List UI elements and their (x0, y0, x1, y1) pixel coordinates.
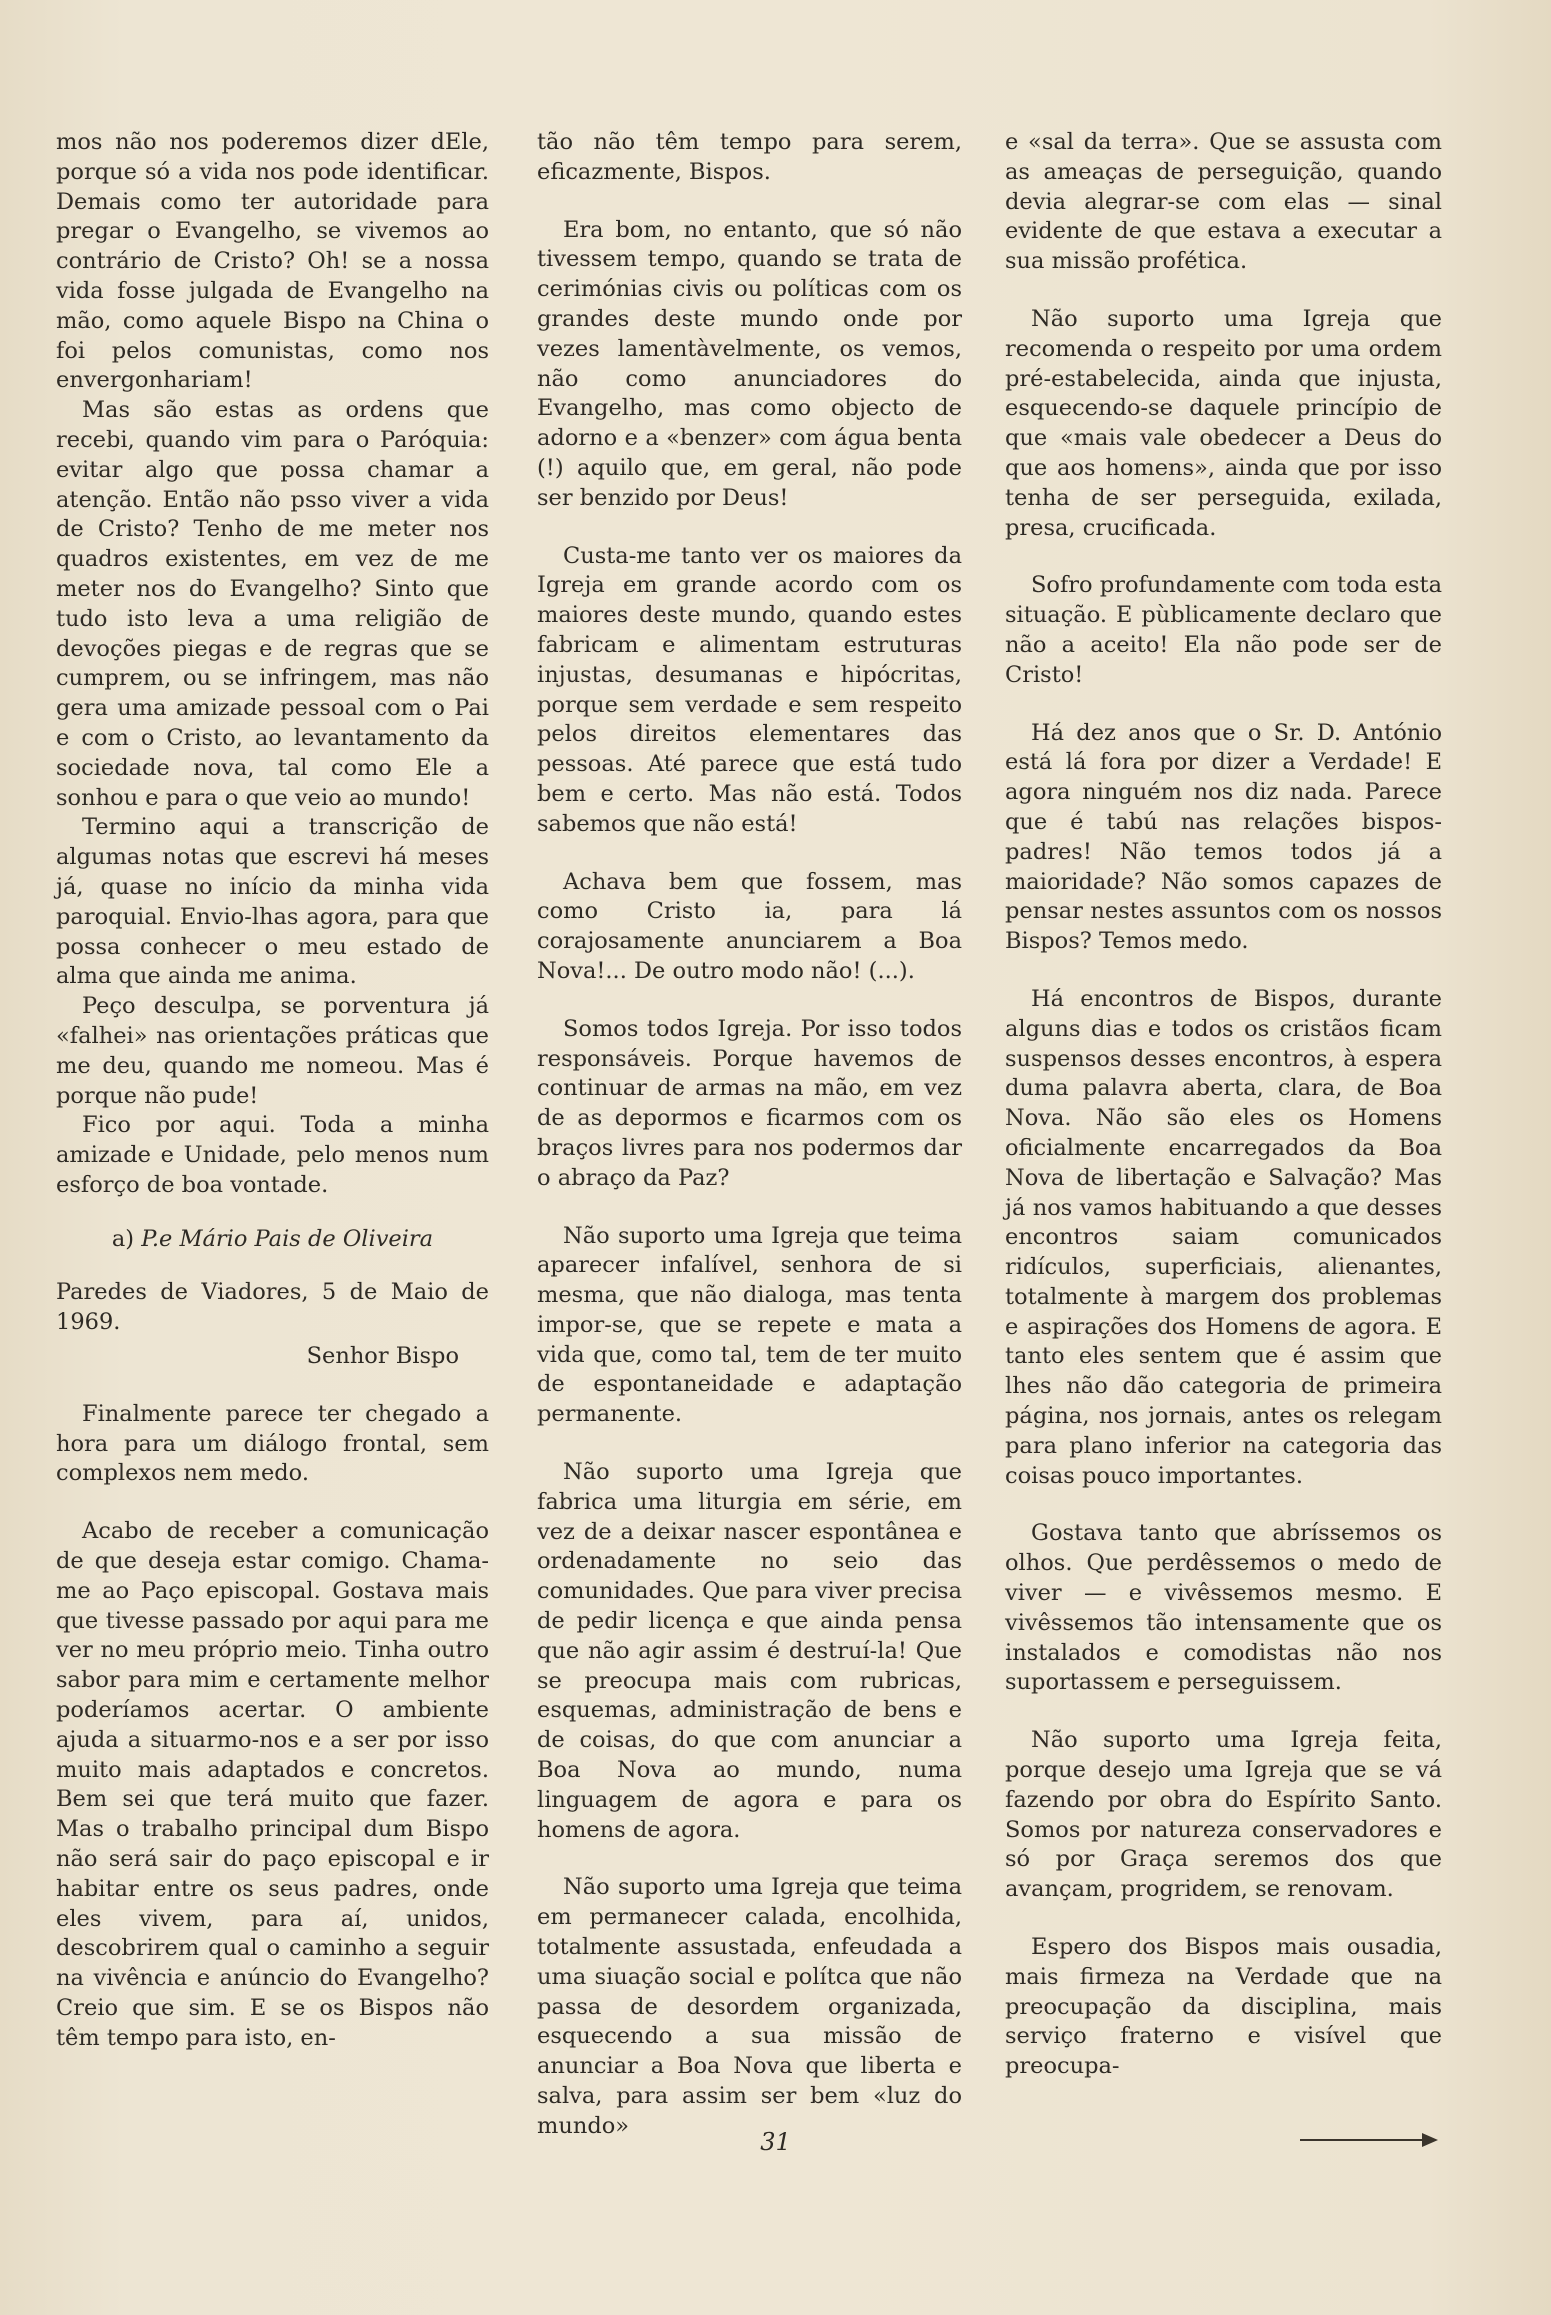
paragraph: Termino aqui a transcrição de algumas notas que escrevi há meses já, quase no início da minha vida paroquial. Envio-lhas agora, para que possa conhecer o meu estado de alma que ainda me anima. (56, 814, 489, 990)
paragraph: Não suporto uma Igreja que teima aparecer infalível, senhora de si mesma, que não dialoga, mas tenta impor-se, que se repete e mata a vida que, como tal, tem de ter muito de espontaneidade e adaptação permanente. (537, 1222, 962, 1428)
paragraph: Achava bem que fossem, mas como Cristo ia, para lá corajosamente anunciarem a Boa Nova!... De outro modo não! (...). (537, 868, 962, 984)
dateline: Paredes de Viadores, 5 de Maio de 1969. (56, 1279, 489, 1336)
paragraph: Há encontros de Bispos, durante alguns dias e todos os cristãos ficam suspensos desses encontros, à espera duma palavra aberta, clara, de Boa Nova. Não são eles os Homens oficialmente encarregados da Boa Nova de libertação e Salvação? Mas já nos vamos habituando a que desses encontros saiam comunicados ridículos, superficiais, alienantes, totalmente à margem dos problemas e aspirações dos Homens de agora. E tanto eles sentem que é assim que lhes não dão categoria de primeira página, nos jornais, antes os relegam para plano inferior na categoria das coisas pouco importantes. (1005, 985, 1442, 1489)
paragraph: Mas são estas as ordens que recebi, quando vim para o Paróquia: evitar algo que possa chamar a atenção. Então não psso viver a vida de Cristo? Tenho de me meter nos quadros existentes, em vez de me meter nos do Evangelho? Sinto que tudo isto leva a uma religião de devoções piegas e de regras que se cumprem, ou se infringem, mas não gera uma amizade pessoal com o Pai e com o Cristo, ao levantamento da sociedade nova, tal como Ele a sonhou e para o que veio ao mundo! (56, 397, 489, 811)
paragraph: Acabo de receber a comunicação de que deseja estar comigo. Chama-me ao Paço episcopal. Gostava mais que tivesse passado por aqui para me ver no meu próprio meio. Tinha outro sabor para mim e certamente melhor poderíamos acertar. O ambiente ajuda a situarmo-nos e a ser por isso muito mais adaptados e concretos. Bem sei que terá muito que fazer. Mas o trabalho principal dum Bispo não será sair do paço episcopal e ir habitar entre os seus padres, onde eles vivem, para aí, unidos, descobrirem qual o caminho a seguir na vivência e anúncio do Evangelho? Creio que sim. E se os Bispos não têm tempo para isto, en- (56, 1518, 489, 2051)
paragraph: tão não têm tempo para serem, eficazmente, Bispos. (537, 129, 962, 185)
paragraph: Não suporto uma Igreja feita, porque desejo uma Igreja que se vá fazendo por obra do Espírito Santo. Somos por natureza conservadores e só por Graça seremos dos que avançam, progridem, se renovam. (1005, 1727, 1442, 1903)
paragraph: e «sal da terra». Que se assusta com as ameaças de perseguição, quando devia alegrar-se com elas — sinal evidente de que estava a executar a sua missão profética. (1005, 129, 1442, 275)
right-arrow-icon (1300, 2130, 1440, 2150)
salutation: Senhor Bispo (306, 1343, 459, 1370)
signature-lead: a) (111, 1225, 135, 1252)
column-2 (537, 128, 962, 2142)
signature-name: P.e Mário Pais de Oliveira (141, 1225, 434, 1252)
paragraph: Finalmente parece ter chegado a hora para um diálogo frontal, sem complexos nem medo. (56, 1400, 489, 1487)
column-3 (1005, 128, 1442, 2082)
arrow-shaft (1300, 2139, 1424, 2141)
paragraph: Não suporto uma Igreja que fabrica uma liturgia em série, em vez de a deixar nascer espontânea e ordenadamente no seio das comunidades. Que para viver precisa de pedir licença e que ainda pensa que não agir assim é destruí-la! Que se preocupa mais com rubricas, esquemas, administração de bens e de coisas, do que com anunciar a Boa Nova ao mundo, numa linguagem de agora e para os homens de agora. (537, 1459, 962, 1843)
paragraph: Peço desculpa, se porventura já «falhei» nas orientações práticas que me deu, quando me nomeou. Mas é porque não pude! (56, 993, 489, 1109)
paragraph: Espero dos Bispos mais ousadia, mais firmeza na Verdade que na preocupação da disciplina, mais serviço fraterno e visível que preocupa- (1005, 1934, 1442, 2080)
paragraph: mos não nos poderemos dizer dEle, porque só a vida nos pode identificar. Demais como ter autoridade para pregar o Evangelho, se vivemos ao contrário de Cristo? Oh! se a nossa vida fosse julgada de Evangelho na mão, como aquele Bispo na China o foi pelos comunistas, como nos envergonhariam! (56, 129, 489, 394)
page-number: 31 (760, 2128, 791, 2156)
column-1 (56, 128, 489, 2054)
arrow-head (1422, 2133, 1438, 2147)
paragraph: Custa-me tanto ver os maiores da Igreja em grande acordo com os maiores deste mundo, quando estes fabricam e alimentam estruturas injustas, desumanas e hipócritas, porque sem verdade e sem respeito pelos direitos elementares das pessoas. Até parece que está tudo bem e certo. Mas não está. Todos sabemos que não está! (537, 542, 962, 837)
signature-line (56, 1225, 489, 1255)
paragraph: Não suporto uma Igreja que teima em permanecer calada, encolhida, totalmente assustada, enfeudada a uma siuação social e polítca que não passa de desordem organizada, esquecendo a sua missão de anunciar a Boa Nova que liberta e salva, para assim ser bem «luz do mundo» (537, 1874, 962, 2139)
paragraph: Gostava tanto que abríssemos os olhos. Que perdêssemos o medo de viver — e vivêssemos mesmo. E vivêssemos tão intensamente que os instalados e comodistas não nos suportassem e perseguissem. (1005, 1520, 1442, 1696)
paragraph: Não suporto uma Igreja que recomenda o respeito por uma ordem pré-estabelecida, ainda que injusta, esquecendo-se daquele princípio de que «mais vale obedecer a Deus do que aos homens», ainda que por isso tenha de ser perseguida, exilada, presa, crucificada. (1005, 305, 1442, 541)
paragraph: Era bom, no entanto, que só não tivessem tempo, quando se trata de cerimónias civis ou políticas com os grandes deste mundo onde por vezes lamentàvelmente, os vemos, não como anunciadores do Evangelho, mas como objecto de adorno e a «benzer» com água benta (!) aquilo que, em geral, não pode ser benzido por Deus! (537, 216, 962, 511)
paragraph: Sofro profundamente com toda esta situação. E pùblicamente declaro que não a aceito! Ela não pode ser de Cristo! (1005, 572, 1442, 688)
paragraph: Fico por aqui. Toda a minha amizade e Unidade, pelo menos num esforço de boa vontade. (56, 1112, 489, 1198)
paragraph: Somos todos Igreja. Por isso todos responsáveis. Porque havemos de continuar de armas na mão, em vez de as depormos e ficarmos com os braços livres para nos podermos dar o abraço da Paz? (537, 1015, 962, 1191)
paragraph: Há dez anos que o Sr. D. António está lá fora por dizer a Verdade! E agora ninguém nos diz nada. Parece que é tabú nas relações bispos-padres! Não temos todos já a maioridade? Não somos capazes de pensar nestes assuntos com os nossos Bispos? Temos medo. (1005, 719, 1442, 955)
